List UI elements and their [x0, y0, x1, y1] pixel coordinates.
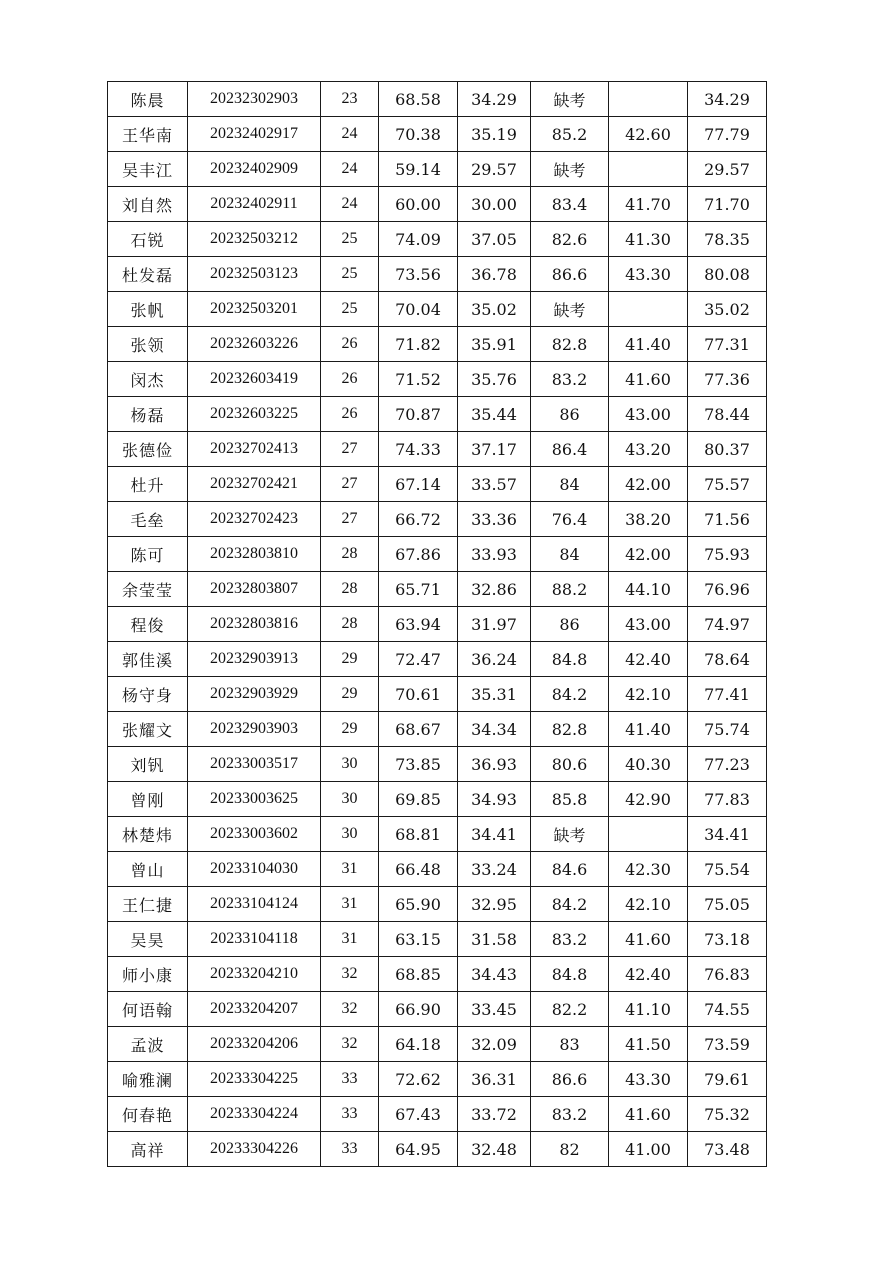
written-score-cell: 67.86: [379, 537, 458, 572]
total-score-cell: 73.18: [688, 922, 767, 957]
exam-id-cell: 20232603419: [188, 362, 321, 397]
table-row: [108, 887, 767, 922]
written-score-cell: 65.90: [379, 887, 458, 922]
written-weighted-cell: 31.97: [458, 607, 531, 642]
written-score-cell: 65.71: [379, 572, 458, 607]
written-weighted-cell: 34.34: [458, 712, 531, 747]
total-score-cell: 71.70: [688, 187, 767, 222]
total-score-cell: 34.41: [688, 817, 767, 852]
written-score-cell: 66.90: [379, 992, 458, 1027]
written-weighted-cell: 31.58: [458, 922, 531, 957]
interview-score-cell: 83: [531, 1027, 609, 1062]
table-row: [108, 992, 767, 1027]
total-score-cell: 71.56: [688, 502, 767, 537]
group-cell: 32: [321, 957, 379, 992]
exam-id-cell: 20232503201: [188, 292, 321, 327]
table-row: [108, 712, 767, 747]
group-cell: 27: [321, 432, 379, 467]
table-row: [108, 187, 767, 222]
interview-weighted-cell: 42.00: [609, 537, 688, 572]
interview-weighted-cell: 41.30: [609, 222, 688, 257]
candidate-name-cell: 王华南: [108, 117, 188, 152]
written-score-cell: 70.04: [379, 292, 458, 327]
candidate-name-cell: 师小康: [108, 957, 188, 992]
interview-score-cell: 缺考: [531, 82, 609, 117]
candidate-name-cell: 吴昊: [108, 922, 188, 957]
interview-score-cell: 83.2: [531, 1097, 609, 1132]
written-weighted-cell: 35.76: [458, 362, 531, 397]
group-cell: 24: [321, 152, 379, 187]
group-cell: 28: [321, 607, 379, 642]
group-cell: 27: [321, 467, 379, 502]
table-row: [108, 817, 767, 852]
exam-id-cell: 20233104118: [188, 922, 321, 957]
exam-id-cell: 20233003602: [188, 817, 321, 852]
candidate-name-cell: 林楚炜: [108, 817, 188, 852]
interview-score-cell: 84.2: [531, 677, 609, 712]
written-weighted-cell: 35.31: [458, 677, 531, 712]
candidate-name-cell: 闵杰: [108, 362, 188, 397]
exam-id-cell: 20232803810: [188, 537, 321, 572]
table-row: [108, 222, 767, 257]
written-score-cell: 60.00: [379, 187, 458, 222]
candidate-name-cell: 石锐: [108, 222, 188, 257]
written-weighted-cell: 33.93: [458, 537, 531, 572]
interview-weighted-cell: 43.00: [609, 397, 688, 432]
interview-score-cell: 83.2: [531, 922, 609, 957]
interview-weighted-cell: 42.00: [609, 467, 688, 502]
group-cell: 30: [321, 747, 379, 782]
group-cell: 25: [321, 292, 379, 327]
written-weighted-cell: 32.09: [458, 1027, 531, 1062]
written-score-cell: 68.67: [379, 712, 458, 747]
table-row: [108, 957, 767, 992]
candidate-name-cell: 杜升: [108, 467, 188, 502]
interview-score-cell: 83.4: [531, 187, 609, 222]
interview-score-cell: 84.2: [531, 887, 609, 922]
written-score-cell: 68.85: [379, 957, 458, 992]
exam-id-cell: 20233104030: [188, 852, 321, 887]
candidate-name-cell: 何语翰: [108, 992, 188, 1027]
exam-id-cell: 20233104124: [188, 887, 321, 922]
table-row: [108, 327, 767, 362]
group-cell: 31: [321, 887, 379, 922]
interview-weighted-cell: 43.30: [609, 1062, 688, 1097]
exam-id-cell: 20232402911: [188, 187, 321, 222]
total-score-cell: 73.59: [688, 1027, 767, 1062]
group-cell: 28: [321, 572, 379, 607]
interview-score-cell: 86: [531, 397, 609, 432]
total-score-cell: 35.02: [688, 292, 767, 327]
interview-score-cell: 84: [531, 537, 609, 572]
total-score-cell: 75.57: [688, 467, 767, 502]
written-weighted-cell: 35.91: [458, 327, 531, 362]
interview-weighted-cell: 42.60: [609, 117, 688, 152]
written-weighted-cell: 30.00: [458, 187, 531, 222]
interview-score-cell: 86.6: [531, 257, 609, 292]
written-score-cell: 64.95: [379, 1132, 458, 1167]
written-score-cell: 72.47: [379, 642, 458, 677]
total-score-cell: 74.55: [688, 992, 767, 1027]
table-row: [108, 152, 767, 187]
exam-id-cell: 20232903929: [188, 677, 321, 712]
written-score-cell: 68.81: [379, 817, 458, 852]
written-weighted-cell: 37.05: [458, 222, 531, 257]
interview-weighted-cell: [609, 817, 688, 852]
table-row: [108, 432, 767, 467]
table-row: [108, 1097, 767, 1132]
candidate-name-cell: 刘钒: [108, 747, 188, 782]
exam-id-cell: 20233003517: [188, 747, 321, 782]
group-cell: 33: [321, 1132, 379, 1167]
written-weighted-cell: 35.44: [458, 397, 531, 432]
written-score-cell: 66.72: [379, 502, 458, 537]
candidate-name-cell: 张德俭: [108, 432, 188, 467]
candidate-name-cell: 余莹莹: [108, 572, 188, 607]
interview-weighted-cell: [609, 152, 688, 187]
interview-score-cell: 88.2: [531, 572, 609, 607]
written-weighted-cell: 33.72: [458, 1097, 531, 1132]
interview-score-cell: 86.4: [531, 432, 609, 467]
interview-weighted-cell: 41.40: [609, 327, 688, 362]
candidate-name-cell: 郭佳溪: [108, 642, 188, 677]
table-row: [108, 117, 767, 152]
written-score-cell: 73.56: [379, 257, 458, 292]
total-score-cell: 77.79: [688, 117, 767, 152]
candidate-name-cell: 喻雅澜: [108, 1062, 188, 1097]
written-weighted-cell: 35.19: [458, 117, 531, 152]
interview-weighted-cell: [609, 292, 688, 327]
table-row: [108, 292, 767, 327]
interview-weighted-cell: 38.20: [609, 502, 688, 537]
written-weighted-cell: 34.29: [458, 82, 531, 117]
candidate-name-cell: 孟波: [108, 1027, 188, 1062]
group-cell: 31: [321, 852, 379, 887]
score-table: [107, 81, 767, 1167]
written-weighted-cell: 29.57: [458, 152, 531, 187]
group-cell: 26: [321, 362, 379, 397]
total-score-cell: 74.97: [688, 607, 767, 642]
written-weighted-cell: 36.24: [458, 642, 531, 677]
total-score-cell: 77.36: [688, 362, 767, 397]
candidate-name-cell: 程俊: [108, 607, 188, 642]
group-cell: 33: [321, 1062, 379, 1097]
table-row: [108, 257, 767, 292]
candidate-name-cell: 杨磊: [108, 397, 188, 432]
candidate-name-cell: 毛垒: [108, 502, 188, 537]
written-score-cell: 66.48: [379, 852, 458, 887]
total-score-cell: 79.61: [688, 1062, 767, 1097]
exam-id-cell: 20232503123: [188, 257, 321, 292]
interview-score-cell: 76.4: [531, 502, 609, 537]
written-weighted-cell: 33.36: [458, 502, 531, 537]
written-score-cell: 74.09: [379, 222, 458, 257]
interview-weighted-cell: 41.50: [609, 1027, 688, 1062]
interview-weighted-cell: 42.90: [609, 782, 688, 817]
candidate-name-cell: 何春艳: [108, 1097, 188, 1132]
written-score-cell: 70.38: [379, 117, 458, 152]
table-row: [108, 1027, 767, 1062]
table-row: [108, 362, 767, 397]
table-row: [108, 747, 767, 782]
written-weighted-cell: 32.95: [458, 887, 531, 922]
exam-id-cell: 20233304225: [188, 1062, 321, 1097]
candidate-name-cell: 杜发磊: [108, 257, 188, 292]
group-cell: 33: [321, 1097, 379, 1132]
table-row: [108, 1062, 767, 1097]
written-weighted-cell: 34.41: [458, 817, 531, 852]
interview-score-cell: 83.2: [531, 362, 609, 397]
total-score-cell: 29.57: [688, 152, 767, 187]
exam-id-cell: 20232302903: [188, 82, 321, 117]
table-row: [108, 572, 767, 607]
group-cell: 32: [321, 1027, 379, 1062]
written-weighted-cell: 34.43: [458, 957, 531, 992]
total-score-cell: 76.96: [688, 572, 767, 607]
written-weighted-cell: 33.45: [458, 992, 531, 1027]
interview-score-cell: 82.8: [531, 712, 609, 747]
total-score-cell: 75.74: [688, 712, 767, 747]
written-weighted-cell: 34.93: [458, 782, 531, 817]
exam-id-cell: 20233304224: [188, 1097, 321, 1132]
exam-id-cell: 20232603225: [188, 397, 321, 432]
table-row: [108, 82, 767, 117]
interview-weighted-cell: 41.70: [609, 187, 688, 222]
group-cell: 24: [321, 187, 379, 222]
written-score-cell: 70.61: [379, 677, 458, 712]
group-cell: 29: [321, 677, 379, 712]
exam-id-cell: 20232503212: [188, 222, 321, 257]
total-score-cell: 76.83: [688, 957, 767, 992]
written-score-cell: 70.87: [379, 397, 458, 432]
group-cell: 30: [321, 817, 379, 852]
exam-id-cell: 20233003625: [188, 782, 321, 817]
interview-weighted-cell: 43.20: [609, 432, 688, 467]
written-weighted-cell: 35.02: [458, 292, 531, 327]
written-score-cell: 68.58: [379, 82, 458, 117]
exam-id-cell: 20232402917: [188, 117, 321, 152]
interview-weighted-cell: 43.30: [609, 257, 688, 292]
interview-weighted-cell: 43.00: [609, 607, 688, 642]
table-row: [108, 1132, 767, 1167]
table-row: [108, 607, 767, 642]
interview-score-cell: 80.6: [531, 747, 609, 782]
written-score-cell: 69.85: [379, 782, 458, 817]
total-score-cell: 77.41: [688, 677, 767, 712]
group-cell: 26: [321, 397, 379, 432]
total-score-cell: 78.35: [688, 222, 767, 257]
written-score-cell: 72.62: [379, 1062, 458, 1097]
total-score-cell: 78.44: [688, 397, 767, 432]
group-cell: 25: [321, 222, 379, 257]
exam-id-cell: 20232702423: [188, 502, 321, 537]
total-score-cell: 75.93: [688, 537, 767, 572]
total-score-cell: 78.64: [688, 642, 767, 677]
written-score-cell: 71.52: [379, 362, 458, 397]
interview-weighted-cell: 42.10: [609, 887, 688, 922]
exam-id-cell: 20233204206: [188, 1027, 321, 1062]
total-score-cell: 80.37: [688, 432, 767, 467]
exam-id-cell: 20232402909: [188, 152, 321, 187]
interview-score-cell: 84.8: [531, 957, 609, 992]
group-cell: 32: [321, 992, 379, 1027]
written-weighted-cell: 36.93: [458, 747, 531, 782]
candidate-name-cell: 吴丰江: [108, 152, 188, 187]
candidate-name-cell: 陈可: [108, 537, 188, 572]
candidate-name-cell: 高祥: [108, 1132, 188, 1167]
interview-score-cell: 82.8: [531, 327, 609, 362]
total-score-cell: 77.31: [688, 327, 767, 362]
score-table-body: [108, 82, 767, 1167]
interview-score-cell: 85.2: [531, 117, 609, 152]
total-score-cell: 75.54: [688, 852, 767, 887]
interview-score-cell: 缺考: [531, 817, 609, 852]
total-score-cell: 75.32: [688, 1097, 767, 1132]
total-score-cell: 34.29: [688, 82, 767, 117]
group-cell: 28: [321, 537, 379, 572]
candidate-name-cell: 陈晨: [108, 82, 188, 117]
interview-score-cell: 缺考: [531, 152, 609, 187]
group-cell: 25: [321, 257, 379, 292]
interview-score-cell: 82: [531, 1132, 609, 1167]
written-score-cell: 59.14: [379, 152, 458, 187]
interview-score-cell: 84.6: [531, 852, 609, 887]
written-score-cell: 73.85: [379, 747, 458, 782]
interview-weighted-cell: 41.40: [609, 712, 688, 747]
exam-id-cell: 20233204210: [188, 957, 321, 992]
total-score-cell: 77.83: [688, 782, 767, 817]
interview-score-cell: 86: [531, 607, 609, 642]
exam-id-cell: 20233304226: [188, 1132, 321, 1167]
candidate-name-cell: 张帆: [108, 292, 188, 327]
written-score-cell: 67.43: [379, 1097, 458, 1132]
table-row: [108, 852, 767, 887]
written-weighted-cell: 32.48: [458, 1132, 531, 1167]
interview-weighted-cell: 42.10: [609, 677, 688, 712]
written-score-cell: 71.82: [379, 327, 458, 362]
interview-score-cell: 84: [531, 467, 609, 502]
interview-weighted-cell: 44.10: [609, 572, 688, 607]
candidate-name-cell: 杨守身: [108, 677, 188, 712]
interview-weighted-cell: 42.40: [609, 642, 688, 677]
interview-weighted-cell: 40.30: [609, 747, 688, 782]
written-weighted-cell: 36.31: [458, 1062, 531, 1097]
exam-id-cell: 20232603226: [188, 327, 321, 362]
exam-id-cell: 20232803816: [188, 607, 321, 642]
exam-id-cell: 20232702413: [188, 432, 321, 467]
candidate-name-cell: 曾刚: [108, 782, 188, 817]
table-row: [108, 467, 767, 502]
written-score-cell: 74.33: [379, 432, 458, 467]
table-row: [108, 642, 767, 677]
group-cell: 24: [321, 117, 379, 152]
table-row: [108, 922, 767, 957]
total-score-cell: 75.05: [688, 887, 767, 922]
exam-id-cell: 20232903903: [188, 712, 321, 747]
interview-weighted-cell: 42.40: [609, 957, 688, 992]
group-cell: 29: [321, 712, 379, 747]
group-cell: 26: [321, 327, 379, 362]
written-score-cell: 63.94: [379, 607, 458, 642]
interview-weighted-cell: 41.00: [609, 1132, 688, 1167]
candidate-name-cell: 刘自然: [108, 187, 188, 222]
written-score-cell: 63.15: [379, 922, 458, 957]
interview-score-cell: 84.8: [531, 642, 609, 677]
interview-score-cell: 缺考: [531, 292, 609, 327]
table-row: [108, 537, 767, 572]
group-cell: 29: [321, 642, 379, 677]
written-score-cell: 64.18: [379, 1027, 458, 1062]
interview-weighted-cell: 41.10: [609, 992, 688, 1027]
exam-id-cell: 20232803807: [188, 572, 321, 607]
candidate-name-cell: 张领: [108, 327, 188, 362]
candidate-name-cell: 曾山: [108, 852, 188, 887]
group-cell: 31: [321, 922, 379, 957]
written-weighted-cell: 32.86: [458, 572, 531, 607]
written-weighted-cell: 36.78: [458, 257, 531, 292]
written-weighted-cell: 37.17: [458, 432, 531, 467]
interview-score-cell: 86.6: [531, 1062, 609, 1097]
interview-weighted-cell: 41.60: [609, 362, 688, 397]
interview-score-cell: 82.6: [531, 222, 609, 257]
interview-weighted-cell: 41.60: [609, 922, 688, 957]
exam-id-cell: 20232903913: [188, 642, 321, 677]
interview-weighted-cell: [609, 82, 688, 117]
table-row: [108, 502, 767, 537]
group-cell: 23: [321, 82, 379, 117]
total-score-cell: 73.48: [688, 1132, 767, 1167]
total-score-cell: 77.23: [688, 747, 767, 782]
table-row: [108, 397, 767, 432]
group-cell: 27: [321, 502, 379, 537]
written-weighted-cell: 33.57: [458, 467, 531, 502]
interview-score-cell: 82.2: [531, 992, 609, 1027]
total-score-cell: 80.08: [688, 257, 767, 292]
table-row: [108, 782, 767, 817]
written-weighted-cell: 33.24: [458, 852, 531, 887]
interview-weighted-cell: 41.60: [609, 1097, 688, 1132]
group-cell: 30: [321, 782, 379, 817]
written-score-cell: 67.14: [379, 467, 458, 502]
exam-id-cell: 20232702421: [188, 467, 321, 502]
table-row: [108, 677, 767, 712]
interview-score-cell: 85.8: [531, 782, 609, 817]
exam-id-cell: 20233204207: [188, 992, 321, 1027]
candidate-name-cell: 张耀文: [108, 712, 188, 747]
interview-weighted-cell: 42.30: [609, 852, 688, 887]
candidate-name-cell: 王仁捷: [108, 887, 188, 922]
